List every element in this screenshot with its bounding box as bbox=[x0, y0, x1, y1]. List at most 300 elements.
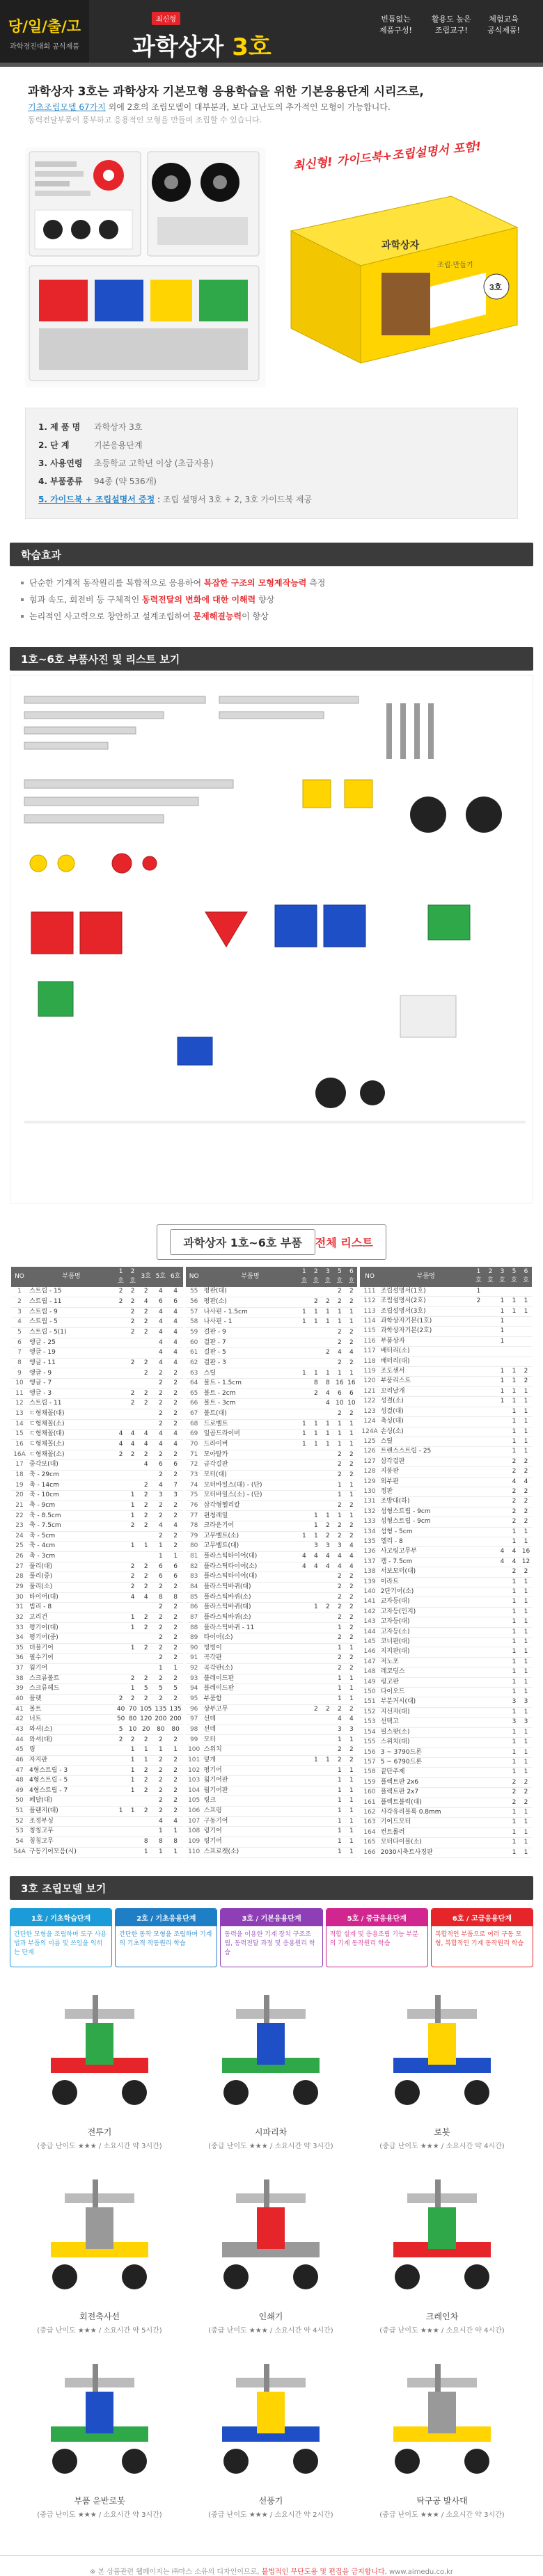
table-cell bbox=[496, 1587, 508, 1597]
table-cell: 80 bbox=[186, 1542, 203, 1552]
table-cell bbox=[485, 1718, 496, 1727]
box-title: 과학상자 bbox=[381, 239, 420, 250]
table-cell: 2 bbox=[153, 1633, 168, 1644]
table-cell bbox=[310, 1348, 322, 1359]
table-row bbox=[186, 1816, 358, 1827]
table-cell: 8 bbox=[322, 1379, 333, 1389]
table-cell bbox=[115, 1338, 127, 1348]
table-cell: 1 bbox=[520, 1707, 532, 1717]
table-cell: 154 bbox=[360, 1727, 379, 1737]
table-cell: 44 bbox=[11, 1735, 28, 1745]
table-cell bbox=[473, 1807, 485, 1817]
table-cell: 12 bbox=[520, 1557, 532, 1567]
table-row bbox=[360, 1397, 532, 1407]
part-name-cell: 걸판 - 5 bbox=[203, 1348, 299, 1359]
table-row bbox=[360, 1798, 532, 1807]
table-cell bbox=[485, 1827, 496, 1837]
part-name-cell: 조정부싱 bbox=[28, 1816, 115, 1827]
table-cell: 2 bbox=[153, 1379, 168, 1389]
table-row bbox=[360, 1727, 532, 1737]
table-cell bbox=[496, 1757, 508, 1767]
part-name-cell: 플라스틱바퀴(대) bbox=[203, 1582, 299, 1592]
table-cell: 1 bbox=[345, 1511, 357, 1521]
model-image bbox=[23, 2166, 176, 2305]
table-row bbox=[11, 1348, 183, 1359]
table-row bbox=[360, 1617, 532, 1627]
table-cell bbox=[322, 1847, 333, 1857]
table-cell bbox=[485, 1427, 496, 1437]
table-row bbox=[186, 1368, 358, 1379]
table-cell: 2 bbox=[345, 1450, 357, 1460]
table-row bbox=[186, 1623, 358, 1633]
table-cell: 2 bbox=[508, 1567, 520, 1577]
table-cell bbox=[115, 1562, 127, 1572]
table-cell: 6 bbox=[168, 1562, 182, 1572]
table-cell bbox=[322, 1684, 333, 1695]
new-badge: 최신형 bbox=[152, 12, 180, 25]
table-cell: 2 bbox=[333, 1613, 345, 1623]
table-cell bbox=[298, 1572, 310, 1583]
footer: ※ 본 상품관련 웹페이지는 ㈜마스 소유의 디자인이므로, 불법적인 무단도용 및 편집을 금지합니다. www.aimedu.co.kr bbox=[0, 2555, 543, 2576]
column-header: 5호 bbox=[508, 1267, 520, 1287]
table-cell: 2 bbox=[345, 1592, 357, 1603]
table-cell bbox=[298, 1827, 310, 1837]
table-row bbox=[186, 1379, 358, 1389]
part-name-cell: 서보모터(대) bbox=[379, 1567, 473, 1577]
table-cell bbox=[298, 1776, 310, 1786]
part-name-cell: 모터바일스(소) - (단) bbox=[203, 1491, 299, 1501]
table-cell: 2 bbox=[153, 1643, 168, 1654]
part-name-cell: 링 bbox=[28, 1745, 115, 1756]
box-number: 3호 bbox=[489, 282, 503, 292]
level-card-text: 동력을 이용한 기계 장치 구조조립, 동력전달 과정 및 응용원리 학습 bbox=[224, 1930, 315, 1956]
table-cell: 2 bbox=[322, 1603, 333, 1613]
table-cell: 76 bbox=[186, 1501, 203, 1511]
table-cell: 1 bbox=[508, 1297, 520, 1306]
level-card bbox=[220, 1908, 322, 1967]
table-cell bbox=[485, 1457, 496, 1466]
table-cell: 4 bbox=[322, 1551, 333, 1562]
table-cell: 103 bbox=[186, 1776, 203, 1786]
table-cell: 4 bbox=[345, 1551, 357, 1562]
model-gallery bbox=[0, 1967, 543, 2534]
table-cell: 17 bbox=[11, 1460, 28, 1471]
table-cell: 1 bbox=[127, 1511, 139, 1521]
part-name-cell: 걸판 - 3 bbox=[203, 1358, 299, 1368]
part-name-cell: ㄷ형채꼴(대) bbox=[28, 1430, 115, 1440]
table-cell: 1 bbox=[520, 1427, 532, 1437]
table-cell: 2 bbox=[333, 1582, 345, 1592]
part-name-cell: 스틸 bbox=[203, 1368, 299, 1379]
table-cell bbox=[310, 1796, 322, 1807]
table-cell: 8 bbox=[153, 1592, 168, 1603]
table-row bbox=[186, 1654, 358, 1664]
table-cell: 32 bbox=[11, 1613, 28, 1623]
part-name-cell: 조립설명서(2호) bbox=[379, 1297, 473, 1306]
table-cell bbox=[298, 1480, 310, 1491]
feature-2: 활용도 높은 조립교구! bbox=[432, 15, 471, 35]
table-cell: 90 bbox=[186, 1643, 203, 1654]
table-cell: 1 bbox=[322, 1368, 333, 1379]
table-cell bbox=[298, 1389, 310, 1399]
table-cell: 1 bbox=[139, 1847, 153, 1857]
table-row bbox=[360, 1547, 532, 1557]
part-name-cell: 걸판 - 7 bbox=[203, 1338, 299, 1348]
hero bbox=[0, 127, 543, 405]
table-row bbox=[11, 1643, 183, 1654]
table-cell: 4 bbox=[298, 1551, 310, 1562]
table-cell: 4 bbox=[345, 1715, 357, 1725]
table-cell bbox=[496, 1617, 508, 1627]
part-name-cell: 스트립 - 11 bbox=[28, 1297, 115, 1307]
part-name-cell: 스트립 - 5(1) bbox=[28, 1327, 115, 1338]
table-cell: 1 bbox=[333, 1674, 345, 1684]
table-cell: 1 bbox=[139, 1542, 153, 1552]
part-name-cell: ㄷ형채꼴(대) bbox=[28, 1409, 115, 1419]
table-cell bbox=[298, 1297, 310, 1307]
table-cell bbox=[520, 1317, 532, 1327]
part-name-cell: 조도센서 bbox=[379, 1367, 473, 1377]
table-cell: 2 bbox=[333, 1327, 345, 1338]
table-cell: 1 bbox=[508, 1677, 520, 1687]
table-cell bbox=[115, 1837, 127, 1847]
model-name: 인쇄기 bbox=[258, 2311, 283, 2321]
table-cell bbox=[473, 1597, 485, 1607]
table-row bbox=[186, 1358, 358, 1368]
table-cell: 80 bbox=[127, 1715, 139, 1725]
table-cell: 1 bbox=[508, 1818, 520, 1827]
model-card bbox=[356, 2350, 528, 2534]
table-row bbox=[186, 1786, 358, 1796]
table-cell: 3 bbox=[333, 1542, 345, 1552]
table-cell bbox=[496, 1838, 508, 1848]
effects-section-header: 학습효과 bbox=[0, 543, 543, 566]
table-cell: 2 bbox=[127, 1318, 139, 1328]
table-cell: 65 bbox=[186, 1389, 203, 1399]
effect-item: 힘과 속도, 회전비 등 구체적인 동력전달의 변화에 대한 이해력 향상 bbox=[21, 591, 522, 608]
level-card-title: 1호 / 기초학습단계 bbox=[10, 1909, 111, 1926]
part-name-cell: 고무벨트(대) bbox=[203, 1542, 299, 1552]
table-row bbox=[11, 1766, 183, 1776]
table-cell: 1 bbox=[345, 1694, 357, 1704]
table-cell bbox=[485, 1467, 496, 1477]
table-cell: 29 bbox=[11, 1582, 28, 1592]
table-cell: 1 bbox=[508, 1386, 520, 1396]
table-cell: 39 bbox=[11, 1684, 28, 1695]
model-meta: (중급 난이도 ★★★ / 소요시간 약 3시간) bbox=[379, 2511, 505, 2519]
table-cell: 2 bbox=[168, 1654, 182, 1664]
table-row bbox=[186, 1674, 358, 1684]
table-cell: 2 bbox=[345, 1501, 357, 1511]
table-cell bbox=[485, 1397, 496, 1407]
table-cell bbox=[139, 1338, 153, 1348]
table-cell: 2 bbox=[508, 1467, 520, 1477]
table-cell bbox=[310, 1470, 322, 1480]
table-cell: 2 bbox=[139, 1674, 153, 1684]
table-cell: 2 bbox=[168, 1735, 182, 1745]
table-cell: 4 bbox=[168, 1338, 182, 1348]
part-name-cell: 평판(소) bbox=[203, 1297, 299, 1307]
table-cell: 1 bbox=[520, 1577, 532, 1587]
table-cell bbox=[139, 1379, 153, 1389]
table-cell: 2 bbox=[11, 1297, 28, 1307]
table-cell: 1 bbox=[115, 1806, 127, 1816]
table-cell bbox=[485, 1667, 496, 1677]
part-name-cell: 꼬리날개 bbox=[379, 1386, 473, 1396]
table-row bbox=[186, 1592, 358, 1603]
table-row bbox=[11, 1755, 183, 1766]
table-cell: 1 bbox=[508, 1667, 520, 1677]
table-cell bbox=[496, 1727, 508, 1737]
table-cell: 102 bbox=[186, 1766, 203, 1776]
table-row bbox=[11, 1419, 183, 1430]
table-cell bbox=[115, 1827, 127, 1837]
table-cell bbox=[127, 1368, 139, 1379]
table-cell: 2 bbox=[345, 1623, 357, 1633]
table-cell: 59 bbox=[186, 1327, 203, 1338]
table-cell: 2 bbox=[322, 1521, 333, 1532]
table-cell: 1 bbox=[508, 1768, 520, 1777]
table-cell: 91 bbox=[186, 1654, 203, 1664]
table-cell: 4 bbox=[168, 1430, 182, 1440]
model-card bbox=[14, 2350, 185, 2534]
table-cell: 1 bbox=[322, 1439, 333, 1450]
table-cell bbox=[115, 1776, 127, 1786]
table-cell: 1 bbox=[322, 1419, 333, 1430]
table-cell: 1 bbox=[508, 1617, 520, 1627]
table-cell: 120 bbox=[360, 1377, 379, 1386]
table-row bbox=[11, 1674, 183, 1684]
table-cell: 2 bbox=[139, 1511, 153, 1521]
table-cell: 78 bbox=[186, 1521, 203, 1532]
table-cell: 2 bbox=[153, 1511, 168, 1521]
column-header: 6호 bbox=[168, 1267, 182, 1287]
table-cell: 2 bbox=[168, 1643, 182, 1654]
table-cell bbox=[115, 1613, 127, 1623]
table-cell: 1 bbox=[345, 1684, 357, 1695]
table-row bbox=[360, 1297, 532, 1306]
table-row bbox=[11, 1684, 183, 1695]
table-row bbox=[186, 1847, 358, 1857]
table-cell: 84 bbox=[186, 1582, 203, 1592]
table-cell bbox=[115, 1551, 127, 1562]
table-row bbox=[360, 1567, 532, 1577]
table-cell: 6 bbox=[345, 1389, 357, 1399]
table-cell bbox=[485, 1688, 496, 1697]
table-row bbox=[186, 1551, 358, 1562]
table-cell bbox=[485, 1327, 496, 1336]
column-header: NO bbox=[11, 1267, 28, 1287]
table-cell: 1 bbox=[520, 1417, 532, 1427]
table-row bbox=[360, 1667, 532, 1677]
table-cell bbox=[485, 1807, 496, 1817]
table-cell: 1 bbox=[508, 1527, 520, 1537]
table-cell: 5 bbox=[139, 1684, 153, 1695]
table-cell: 2 bbox=[168, 1501, 182, 1511]
table-cell bbox=[310, 1837, 322, 1847]
table-cell: 1 bbox=[520, 1306, 532, 1316]
table-cell bbox=[485, 1657, 496, 1667]
table-cell bbox=[496, 1597, 508, 1607]
table-cell: 2 bbox=[139, 1389, 153, 1399]
table-row bbox=[360, 1317, 532, 1327]
feature-3: 체험교육 공식제품! bbox=[487, 15, 520, 35]
column-header: NO bbox=[186, 1267, 203, 1287]
table-cell: 2 bbox=[168, 1633, 182, 1644]
table-cell bbox=[139, 1827, 153, 1837]
table-cell bbox=[322, 1816, 333, 1827]
table-row bbox=[11, 1592, 183, 1603]
table-cell: 2 bbox=[153, 1766, 168, 1776]
part-name-cell: 고자등(소) bbox=[379, 1627, 473, 1637]
model-card bbox=[356, 1981, 528, 2166]
table-row bbox=[186, 1776, 358, 1786]
table-cell: 1 bbox=[333, 1827, 345, 1837]
table-cell: 1 bbox=[127, 1755, 139, 1766]
table-cell bbox=[310, 1827, 322, 1837]
part-name-cell: 볼트 - 2cm bbox=[203, 1389, 299, 1399]
model-name: 시파리차 bbox=[254, 2127, 288, 2137]
table-header-row bbox=[186, 1267, 358, 1287]
table-cell bbox=[310, 1745, 322, 1756]
part-name-cell: 지지판(대) bbox=[379, 1647, 473, 1657]
part-name-cell: 섬형스트립 - 9cm bbox=[379, 1517, 473, 1527]
table-row bbox=[11, 1531, 183, 1542]
table-cell: 2 bbox=[333, 1470, 345, 1480]
table-cell bbox=[322, 1613, 333, 1623]
table-cell bbox=[496, 1827, 508, 1837]
table-cell bbox=[127, 1470, 139, 1480]
table-cell: 58 bbox=[186, 1318, 203, 1328]
table-cell: 1 bbox=[520, 1757, 532, 1767]
table-cell: 2 bbox=[153, 1450, 168, 1460]
table-cell: 8 bbox=[11, 1358, 28, 1368]
level-cards bbox=[0, 1900, 543, 1967]
table-cell bbox=[473, 1768, 485, 1777]
part-name-cell: 사각유리블록 0.8mm bbox=[379, 1807, 473, 1817]
part-name-cell: 볼트 - 1.5cm bbox=[203, 1379, 299, 1389]
table-cell: 7 bbox=[168, 1480, 182, 1491]
table-cell bbox=[485, 1287, 496, 1297]
table-row bbox=[360, 1457, 532, 1466]
table-cell: 118 bbox=[360, 1357, 379, 1366]
table-cell: 1 bbox=[520, 1848, 532, 1857]
part-name-cell: 배터리(소) bbox=[379, 1347, 473, 1357]
part-name-cell: 4형스트립 - 3 bbox=[28, 1766, 115, 1776]
table-cell: 142 bbox=[360, 1607, 379, 1617]
table-cell: 7 bbox=[11, 1348, 28, 1359]
table-cell: 101 bbox=[186, 1755, 203, 1766]
table-cell: 1 bbox=[333, 1816, 345, 1827]
part-name-cell: 축 - 9cm bbox=[28, 1501, 115, 1511]
table-cell: 2 bbox=[153, 1399, 168, 1409]
table-cell bbox=[322, 1786, 333, 1796]
table-cell: 97 bbox=[186, 1715, 203, 1725]
parts-tray-image bbox=[25, 147, 265, 387]
table-cell: 2 bbox=[508, 1517, 520, 1527]
table-cell: 141 bbox=[360, 1597, 379, 1607]
part-name-cell: 일곱드라이버 bbox=[203, 1430, 299, 1440]
table-cell bbox=[520, 1327, 532, 1336]
table-cell bbox=[127, 1460, 139, 1471]
table-cell bbox=[322, 1491, 333, 1501]
table-cell: 36 bbox=[11, 1654, 28, 1664]
table-cell bbox=[473, 1357, 485, 1366]
table-cell bbox=[298, 1755, 310, 1766]
table-row bbox=[360, 1587, 532, 1597]
table-cell bbox=[496, 1567, 508, 1577]
table-cell bbox=[310, 1715, 322, 1725]
part-name-cell: 플라스틱바퀴 - 11 bbox=[203, 1623, 299, 1633]
table-cell bbox=[508, 1327, 520, 1336]
table-cell bbox=[473, 1798, 485, 1807]
table-cell: 1 bbox=[508, 1647, 520, 1657]
table-cell: 1 bbox=[168, 1827, 182, 1837]
table-row bbox=[360, 1336, 532, 1346]
model-name: 로봇 bbox=[434, 2127, 450, 2137]
table-row bbox=[186, 1327, 358, 1338]
table-cell bbox=[485, 1407, 496, 1416]
part-name-cell: 부품함 bbox=[203, 1694, 299, 1704]
table-cell: 13 bbox=[11, 1409, 28, 1419]
table-cell: 2 bbox=[139, 1735, 153, 1745]
table-row bbox=[186, 1684, 358, 1695]
table-cell: 75 bbox=[186, 1491, 203, 1501]
table-row bbox=[11, 1796, 183, 1807]
part-name-cell: 모터바일스(대) - (단) bbox=[203, 1480, 299, 1491]
table-cell: 69 bbox=[186, 1430, 203, 1440]
table-cell: 4 bbox=[520, 1477, 532, 1487]
table-cell bbox=[473, 1718, 485, 1727]
table-row bbox=[360, 1657, 532, 1667]
part-name-cell: 플라스틱바퀴(소) bbox=[203, 1613, 299, 1623]
table-row bbox=[186, 1338, 358, 1348]
part-name-cell: 모터다이블(소) bbox=[379, 1838, 473, 1848]
table-cell: 2 bbox=[168, 1582, 182, 1592]
table-cell: 6 bbox=[11, 1338, 28, 1348]
table-cell bbox=[496, 1738, 508, 1747]
table-cell bbox=[496, 1807, 508, 1817]
table-cell: 4 bbox=[139, 1439, 153, 1450]
table-cell bbox=[322, 1654, 333, 1664]
table-cell: 161 bbox=[360, 1798, 379, 1807]
table-cell bbox=[473, 1317, 485, 1327]
table-cell bbox=[310, 1816, 322, 1827]
table-row bbox=[186, 1501, 358, 1511]
table-cell: 1 bbox=[322, 1430, 333, 1440]
table-cell: 1 bbox=[508, 1757, 520, 1767]
table-cell bbox=[298, 1521, 310, 1532]
table-cell: 1 bbox=[127, 1542, 139, 1552]
table-row bbox=[11, 1379, 183, 1389]
table-cell: 98 bbox=[186, 1725, 203, 1735]
table-cell bbox=[485, 1447, 496, 1457]
table-cell bbox=[473, 1386, 485, 1396]
table-cell: 135 bbox=[360, 1537, 379, 1546]
part-name-cell: 기어드모터 bbox=[379, 1818, 473, 1827]
table-cell bbox=[322, 1725, 333, 1735]
table-cell: 2 bbox=[127, 1358, 139, 1368]
table-cell bbox=[473, 1527, 485, 1537]
table-cell bbox=[298, 1704, 310, 1715]
level-card bbox=[115, 1908, 217, 1967]
table-cell: 4 bbox=[322, 1399, 333, 1409]
table-cell: 2 bbox=[127, 1694, 139, 1704]
part-name-cell: 빔리 - 8 bbox=[28, 1603, 115, 1613]
part-name-cell: 블레이드판 bbox=[203, 1684, 299, 1695]
table-row bbox=[11, 1572, 183, 1583]
table-row bbox=[360, 1777, 532, 1787]
